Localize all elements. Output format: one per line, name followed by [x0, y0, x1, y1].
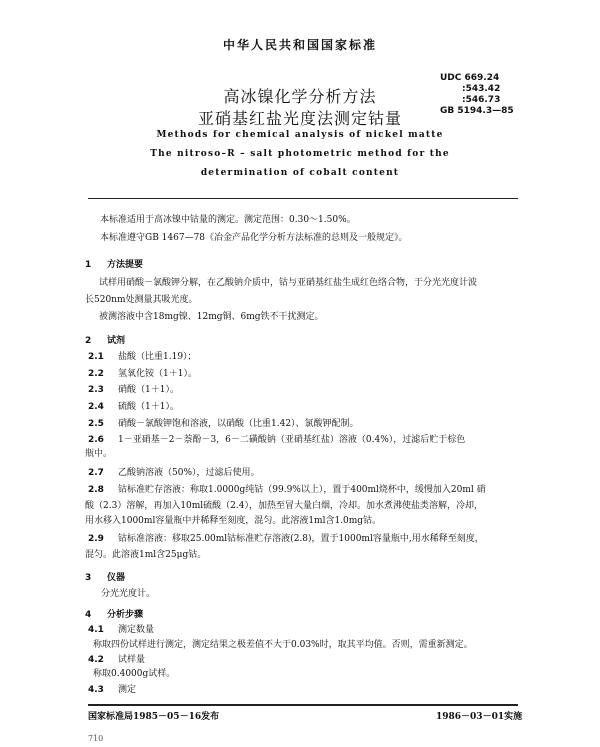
reagent-item-2-9: 2.9 钴标准溶液：移取25.00ml钴标准贮存溶液(2.8)，置于1000ml容量瓶中,用水稀释至刻度，	[88, 534, 484, 544]
reagent-item-2-7: 2.7 乙酸钠溶液（50%），过滤后使用。	[88, 468, 260, 478]
title-en-line1: Methods for chemical analysis of nickel matte	[156, 130, 444, 140]
reagent-item: 2.3 硝酸（1＋1）。	[88, 385, 179, 395]
section-4-heading: 4 分析步骤	[85, 610, 144, 620]
section-3-heading: 3 仪器	[85, 573, 126, 583]
title-divider	[88, 198, 518, 199]
step-4-1-text: 称取四份试样进行测定，测定结果之极差值不大于0.03%时，取其平均值。否则，需重新测定。	[93, 640, 473, 650]
section-2-heading: 2 试剂	[85, 336, 126, 346]
reagent-item-2-6-cont: 瓶中。	[85, 449, 113, 459]
reagent-item-2-6: 2.6 1－亚硝基－2－萘酚－3，6－二磺酸钠（亚硝基红盐）溶液（0.4%），过滤后贮于棕色	[88, 435, 466, 445]
step-4-1-heading: 4.1 测定数量	[88, 625, 155, 635]
title-en-line3: determination of cobalt content	[200, 168, 400, 178]
effective-date: 1986－03－01实施	[436, 712, 523, 722]
standard-org: 中华人民共和国国家标准	[222, 38, 377, 52]
intro-scope: 本标准适用于高冰镍中钴量的测定。测定范围：0.30～1.50%。	[100, 215, 356, 225]
reagent-item-2-8: 2.8 钴标准贮存溶液：称取1.0000g纯钴（99.9%以上），置于400ml烧杯中，缓慢加入20ml 硝	[88, 485, 486, 495]
section-1-text-b: 长520nm处测量其吸光度。	[85, 295, 198, 305]
reagent-item-2-8-cont: 酸（2.3）溶解，再加入10ml硫酸（2.4），加热至冒大量白烟，冷却。加水煮沸使盐类溶解，冷却，	[85, 501, 483, 511]
step-4-2-text: 称取0.4000g试样。	[93, 669, 176, 679]
reagent-item-2-8-cont: 用水移入1000ml容量瓶中并稀释至刻度，混匀。此溶液1ml含1.0mg钴。	[85, 516, 382, 526]
title-en-line2: The nitroso–R – salt photometric method for the	[150, 149, 450, 159]
title-cn-line2: 亚硝基红盐光度法测定钴量	[197, 109, 402, 128]
section-1-text-c: 被测溶液中含18mg镍、12mg铜、6mg铁不干扰测定。	[99, 312, 324, 322]
gb-number: GB 5194.3—85	[440, 106, 514, 116]
udc-line: :543.42	[462, 84, 501, 94]
section-1-text-a: 试样用硝酸－氯酸钾分解，在乙酸钠介质中，钴与亚硝基红盐生成红色络合物，于分光光度计波	[99, 278, 478, 288]
step-4-3-heading: 4.3 测定	[88, 685, 137, 695]
reagent-item: 2.1 盐酸（比重1.19）；	[88, 352, 197, 362]
issue-date: 国家标准局1985－05－16发布	[88, 712, 220, 722]
step-4-2-heading: 4.2 试样量	[88, 655, 146, 665]
page-number: 710	[88, 734, 104, 743]
reagent-item: 2.4 硫酸（1＋1）。	[88, 402, 179, 412]
title-cn-line1: 高冰镍化学分析方法	[223, 87, 377, 106]
footer-divider	[88, 704, 518, 706]
section-1-heading: 1 方法提要	[85, 260, 144, 270]
reagent-item-2-9-cont: 混匀。此溶液1ml含25μg钴。	[85, 550, 207, 560]
section-3-text: 分光光度计。	[101, 589, 156, 599]
udc-line: :546.73	[462, 95, 501, 105]
reagent-item: 2.5 硝酸－氯酸钾饱和溶液，以硝酸（比重1.42）、氯酸钾配制。	[88, 419, 359, 429]
intro-reference: 本标准遵守GB 1467—78《冶金产品化学分析方法标准的总则及一般规定》。	[100, 233, 408, 243]
reagent-item: 2.2 氢氧化铵（1＋1）。	[88, 369, 197, 379]
udc-line: UDC 669.24	[440, 73, 500, 83]
